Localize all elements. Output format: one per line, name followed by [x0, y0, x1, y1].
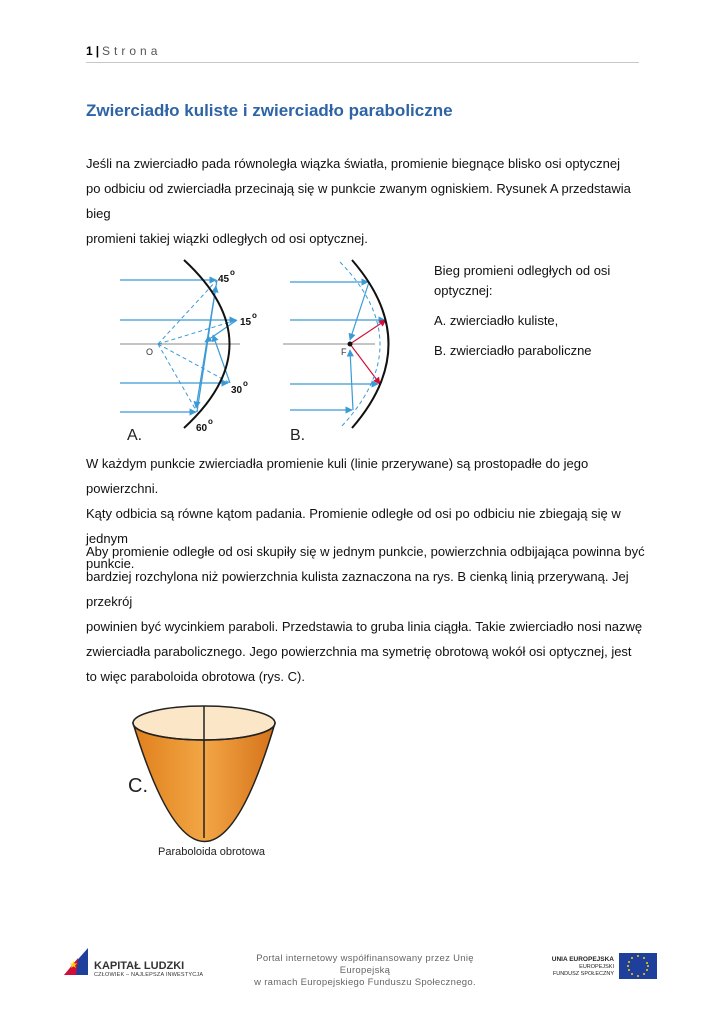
radius-line	[158, 320, 237, 344]
paragraph-3	[86, 539, 646, 689]
angle-label-60: 60	[196, 423, 208, 434]
figure-c	[128, 706, 275, 858]
figure-caption-b: B. zwierciadło paraboliczne	[434, 343, 592, 358]
figure-caption-title: Bieg promieni odległych od osi optycznej:	[434, 263, 611, 298]
focus-point	[348, 342, 353, 347]
paragraph-3-line: Aby promienie odległe od osi skupiły się w jednym punkcie, powierzchnia odbijająca powinna być	[86, 544, 645, 559]
eu-line: FUNDUSZ SPOŁECZNY	[552, 971, 614, 977]
reflected-ray	[350, 350, 353, 410]
paragraph-3-line: zwierciadła parabolicznego. Jego powierzchnia ma symetrię obrotową wokół osi optycznej, jest	[86, 644, 632, 659]
angle-label-30: 30	[231, 385, 243, 396]
angle-label-45: 45	[218, 274, 230, 285]
paragraph-2-line: W każdym punkcie zwierciadła promienie kuli (linie przerywane) są prostopadłe do jego powierzchni.	[86, 456, 589, 496]
page-number: 1	[86, 44, 93, 58]
degree-mark: o	[230, 268, 235, 277]
paragraph-3-line: to więc paraboloida obrotowa (rys. C).	[86, 669, 305, 684]
point-o-label: O	[146, 347, 154, 357]
document-title: Zwierciadło kuliste i zwierciadło paraboliczne	[86, 101, 453, 120]
paragraph-2-line: Kąty odbicia są równe kątom padania. Promienie odległe od osi po odbiciu nie zbiegają się w jednym	[86, 506, 621, 546]
figure-b	[283, 260, 389, 444]
degree-mark: o	[252, 311, 257, 320]
header-separator: |	[95, 44, 100, 58]
svg-text:★: ★	[69, 960, 78, 971]
figure-c-caption: Paraboloida obrotowa	[158, 846, 266, 858]
eu-line: UNIA EUROPEJSKA	[551, 956, 614, 963]
kapital-ludzki-logo	[64, 948, 88, 975]
footer-left-title: KAPITAŁ LUDZKI	[94, 960, 185, 972]
eu-flag	[619, 953, 657, 979]
footer-left-subtitle: CZŁOWIEK – NAJLEPSZA INWESTYCJA	[94, 972, 204, 978]
spherical-reference	[340, 262, 380, 428]
paragraph-3-line: powinien być wycinkiem paraboli. Przedstawia to gruba linia ciągła. Takie zwierciadło nosi nazwę	[86, 619, 643, 634]
footer-center-line: w ramach Europejskiego Funduszu Społecznego.	[254, 977, 476, 988]
figure-c-label: C.	[128, 775, 148, 797]
degree-mark: o	[208, 417, 213, 426]
red-normal-ray	[350, 344, 380, 384]
figure-a-label: A.	[127, 427, 143, 444]
paragraph-2-line: punkcie.	[86, 556, 135, 571]
reflected-ray	[350, 282, 369, 340]
paragraph-1-line: po odbiciu od zwierciadła przecinają się w punkcie zwanym ogniskiem. Rysunek A przedstawia bieg	[86, 181, 631, 221]
degree-mark: o	[243, 379, 248, 388]
figure-a	[120, 260, 257, 444]
footer-center-text	[230, 953, 500, 989]
angle-label-15: 15	[240, 317, 252, 328]
point-f-label: F	[341, 347, 347, 357]
page-word: Strona	[102, 44, 162, 58]
paragraph-3-line: bardziej rozchylona niż powierzchnia kulista zaznaczona na rys. B cienką linią przerywaną. Jej przekrój	[86, 569, 629, 609]
figure-caption-a: A. zwierciadło kuliste,	[434, 313, 559, 328]
footer-eu-text	[538, 956, 614, 978]
figure-b-label: B.	[290, 427, 306, 444]
paragraph-1-line: promieni takiej wiązki odległych od osi optycznej.	[86, 231, 368, 246]
paragraph-1-line: Jeśli na zwierciadło pada równoległa wiązka światła, promienie biegnące blisko osi optycznej	[86, 156, 621, 171]
footer-center-line: Portal internetowy współfinansowany przez Unię Europejską	[256, 953, 474, 976]
eu-line: EUROPEJSKI	[579, 964, 614, 970]
